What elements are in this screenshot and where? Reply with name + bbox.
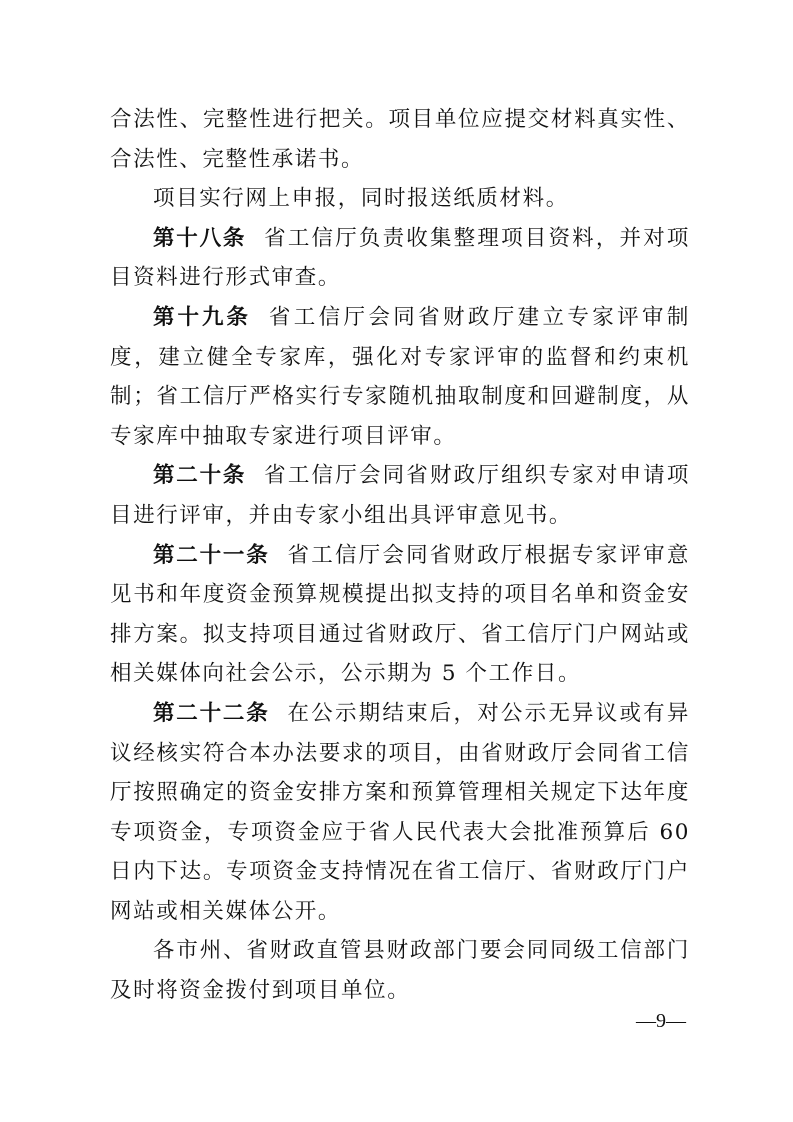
paragraph-final <box>110 931 690 1010</box>
article-heading: 第十九条 <box>153 304 251 330</box>
page-number: —9— <box>636 1010 686 1032</box>
article-19 <box>110 298 690 456</box>
paragraph-text: 省工信厅负责收集整理项目资料，并对项目资料进行形式审查。 <box>110 225 690 291</box>
article-heading: 第十八条 <box>153 225 247 251</box>
paragraph-text: 合法性、完整性进行把关。项目单位应提交材料真实性、合法性、完整性承诺书。 <box>110 107 690 172</box>
article-21 <box>110 536 690 694</box>
article-22 <box>110 694 690 932</box>
body-text <box>110 100 690 1011</box>
paragraph-1 <box>110 100 690 179</box>
article-18 <box>110 219 690 298</box>
paragraph-text: 项目实行网上申报，同时报送纸质材料。 <box>153 186 569 212</box>
paragraph-text: 省工信厅会同省财政厅建立专家评审制度，建立健全专家库，强化对专家评审的监督和约束机制；省工信厅严格实行专家随机抽取制度和回避制度，从专家库中抽取专家进行项目评审。 <box>110 304 690 449</box>
paragraph-text: 各市州、省财政直管县财政部门要会同同级工信部门及时将资金拨付到项目单位。 <box>110 938 690 1004</box>
paragraph-text: 省工信厅会同省财政厅根据专家评审意见书和年度资金预算规模提出拟支持的项目名单和资金安排方案。拟支持项目通过省财政厅、省工信厅门户网站或相关媒体向社会公示，公示期为 5 个工作日。 <box>110 542 690 687</box>
article-20 <box>110 456 690 535</box>
paragraph-2 <box>110 179 690 219</box>
article-heading: 第二十二条 <box>153 700 270 726</box>
article-heading: 第二十条 <box>153 463 247 489</box>
paragraph-text: 省工信厅会同省财政厅组织专家对申请项目进行评审，并由专家小组出具评审意见书。 <box>110 463 690 528</box>
paragraph-text: 在公示期结束后，对公示无异议或有异议经核实符合本办法要求的项目，由省财政厅会同省工信厅按照确定的资金安排方案和预算管理相关规定下达年度专项资金，专项资金应于省人民代表大会批准预算后 60 日内下达。专项资金支持情况在省工信厅、省财政厅门户网站或相关媒体公开。 <box>110 700 690 924</box>
article-heading: 第二十一条 <box>153 542 270 568</box>
